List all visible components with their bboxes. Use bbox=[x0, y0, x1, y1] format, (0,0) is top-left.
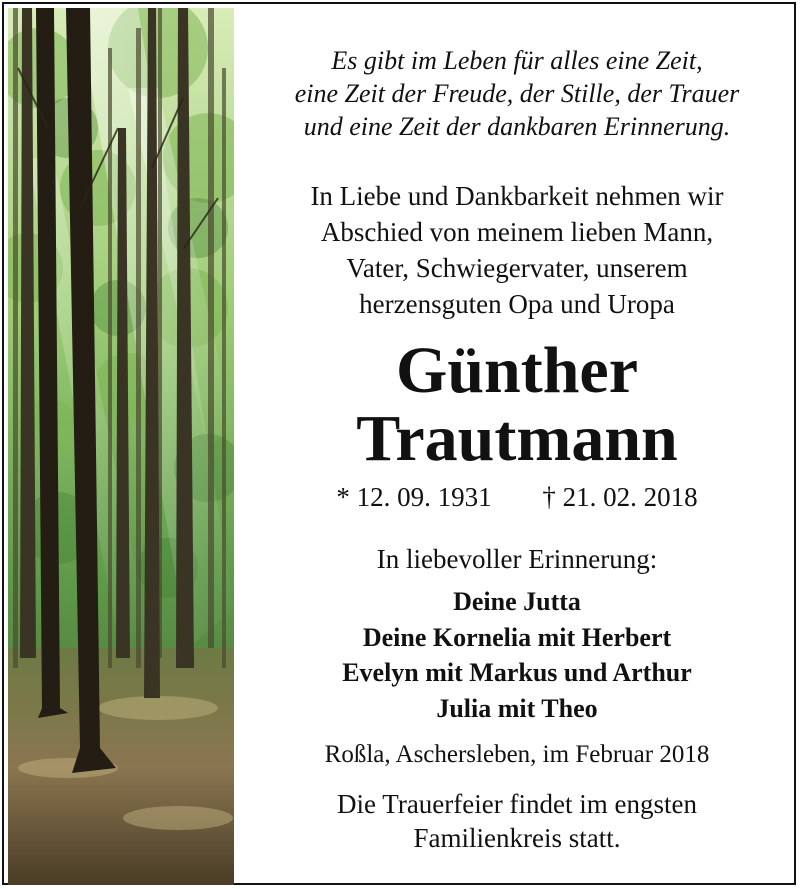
intro-line: Abschied von meinem lieben Mann, bbox=[320, 217, 714, 247]
life-dates bbox=[236, 480, 798, 514]
forest-photo bbox=[8, 8, 234, 885]
memory-heading: In liebevoller Erinnerung: bbox=[376, 544, 658, 574]
family-list bbox=[236, 584, 798, 726]
intro-line: herzensguten Opa und Uropa bbox=[359, 289, 675, 319]
family-member: Evelyn mit Markus und Arthur bbox=[342, 658, 692, 687]
death-date: † 21. 02. 2018 bbox=[542, 482, 698, 512]
intro bbox=[236, 178, 798, 322]
poem-line: eine Zeit der Freude, der Stille, der Trauer bbox=[294, 79, 740, 108]
family-member: Deine Jutta bbox=[453, 587, 581, 616]
family-member: Julia mit Theo bbox=[436, 693, 598, 723]
forest-image bbox=[8, 8, 234, 885]
poem-line: und eine Zeit der dankbaren Erinnerung. bbox=[303, 112, 731, 141]
funeral-note-line: Die Trauerfeier findet im engsten bbox=[337, 789, 697, 819]
funeral-note bbox=[236, 787, 798, 855]
birth-date: * 12. 09. 1931 bbox=[336, 482, 492, 512]
intro-line: In Liebe und Dankbarkeit nehmen wir bbox=[310, 181, 724, 211]
funeral-note-line: Familienkreis statt. bbox=[413, 823, 621, 853]
poem bbox=[236, 44, 798, 143]
place-date: Roßla, Aschersleben, im Februar 2018 bbox=[324, 741, 710, 768]
poem-line: Es gibt im Leben für alles eine Zeit, bbox=[331, 46, 703, 75]
intro-line: Vater, Schwiegervater, unserem bbox=[346, 253, 688, 283]
obituary-card bbox=[2, 2, 796, 885]
last-name: Trautmann bbox=[356, 402, 678, 475]
family-member: Deine Kornelia mit Herbert bbox=[362, 622, 672, 652]
deceased-name bbox=[236, 334, 798, 475]
first-name: Günther bbox=[395, 334, 639, 407]
